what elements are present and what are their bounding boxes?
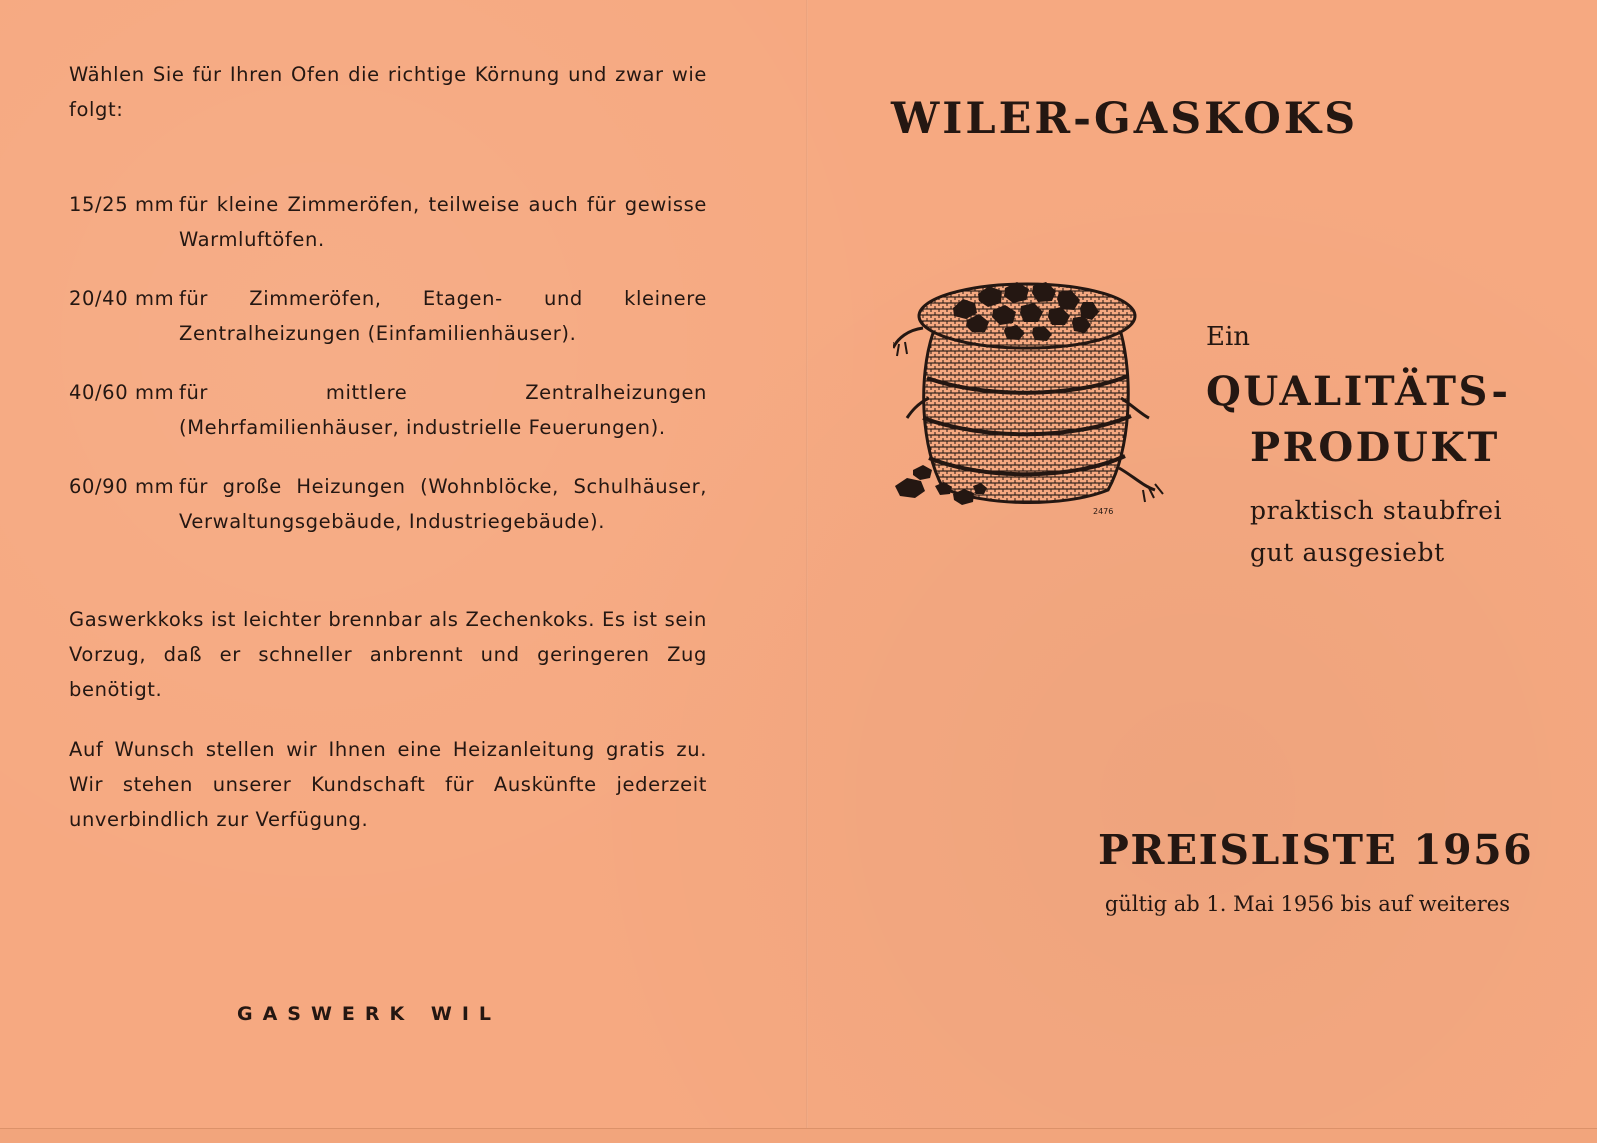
service-paragraph: Auf Wunsch stellen wir Ihnen eine Heizanleitung gratis zu. Wir stehen unserer Kundschaft für Auskünfte jederzeit unverbindlich zur Verfügung.: [69, 738, 707, 831]
grain-item: [69, 469, 707, 539]
coke-info-paragraph: Gaswerkkoks ist leichter brennbar als Zechenkoks. Es ist sein Vorzug, daß er schneller anbrennt und geringeren Zug benötigt.: [69, 608, 707, 701]
fold-line: [806, 0, 808, 1142]
feature-dust-free: praktisch staubfrei: [1250, 496, 1503, 525]
feature-sieved: gut ausgesiebt: [1250, 538, 1445, 567]
grain-item: [69, 187, 707, 257]
quality-intro: Ein: [1206, 322, 1251, 352]
grain-item: [69, 375, 707, 445]
grain-size: 40/60 mm: [69, 381, 175, 404]
intro-text: Wählen Sie für Ihren Ofen die richtige Körnung und zwar wie folgt:: [69, 63, 707, 121]
grain-description: für Zimmeröfen, Etagen- und kleinere Zentralheizungen (Einfamilienhäuser).: [179, 287, 707, 345]
validity-note: gültig ab 1. Mai 1956 bis auf weiteres: [1104, 892, 1510, 916]
coke-sack-illustration: [893, 258, 1173, 528]
publisher-footer: GASWERK WIL: [236, 1003, 502, 1025]
grain-description: für kleine Zimmeröfen, teilweise auch für gewisse Warmluftöfen.: [179, 193, 707, 251]
quality-heading-line-1: QUALITÄTS-: [1206, 368, 1511, 415]
grain-size: 20/40 mm: [69, 287, 175, 310]
grain-size: 60/90 mm: [69, 475, 175, 498]
illustration-signature: 2476: [1093, 507, 1114, 516]
grain-description: für mittlere Zentralheizungen (Mehrfamilienhäuser, industrielle Feuerungen).: [179, 381, 707, 439]
paper-bottom-edge: [0, 1128, 1597, 1143]
quality-heading-line-2: PRODUKT: [1250, 424, 1500, 471]
grain-description: für große Heizungen (Wohnblöcke, Schulhäuser, Verwaltungsgebäude, Industriegebäude).: [179, 475, 707, 533]
grain-size: 15/25 mm: [69, 193, 175, 216]
grain-item: [69, 281, 707, 351]
pricelist-title: PREISLISTE 1956: [1098, 826, 1534, 874]
brochure-title: WILER-GASKOKS: [891, 94, 1359, 144]
